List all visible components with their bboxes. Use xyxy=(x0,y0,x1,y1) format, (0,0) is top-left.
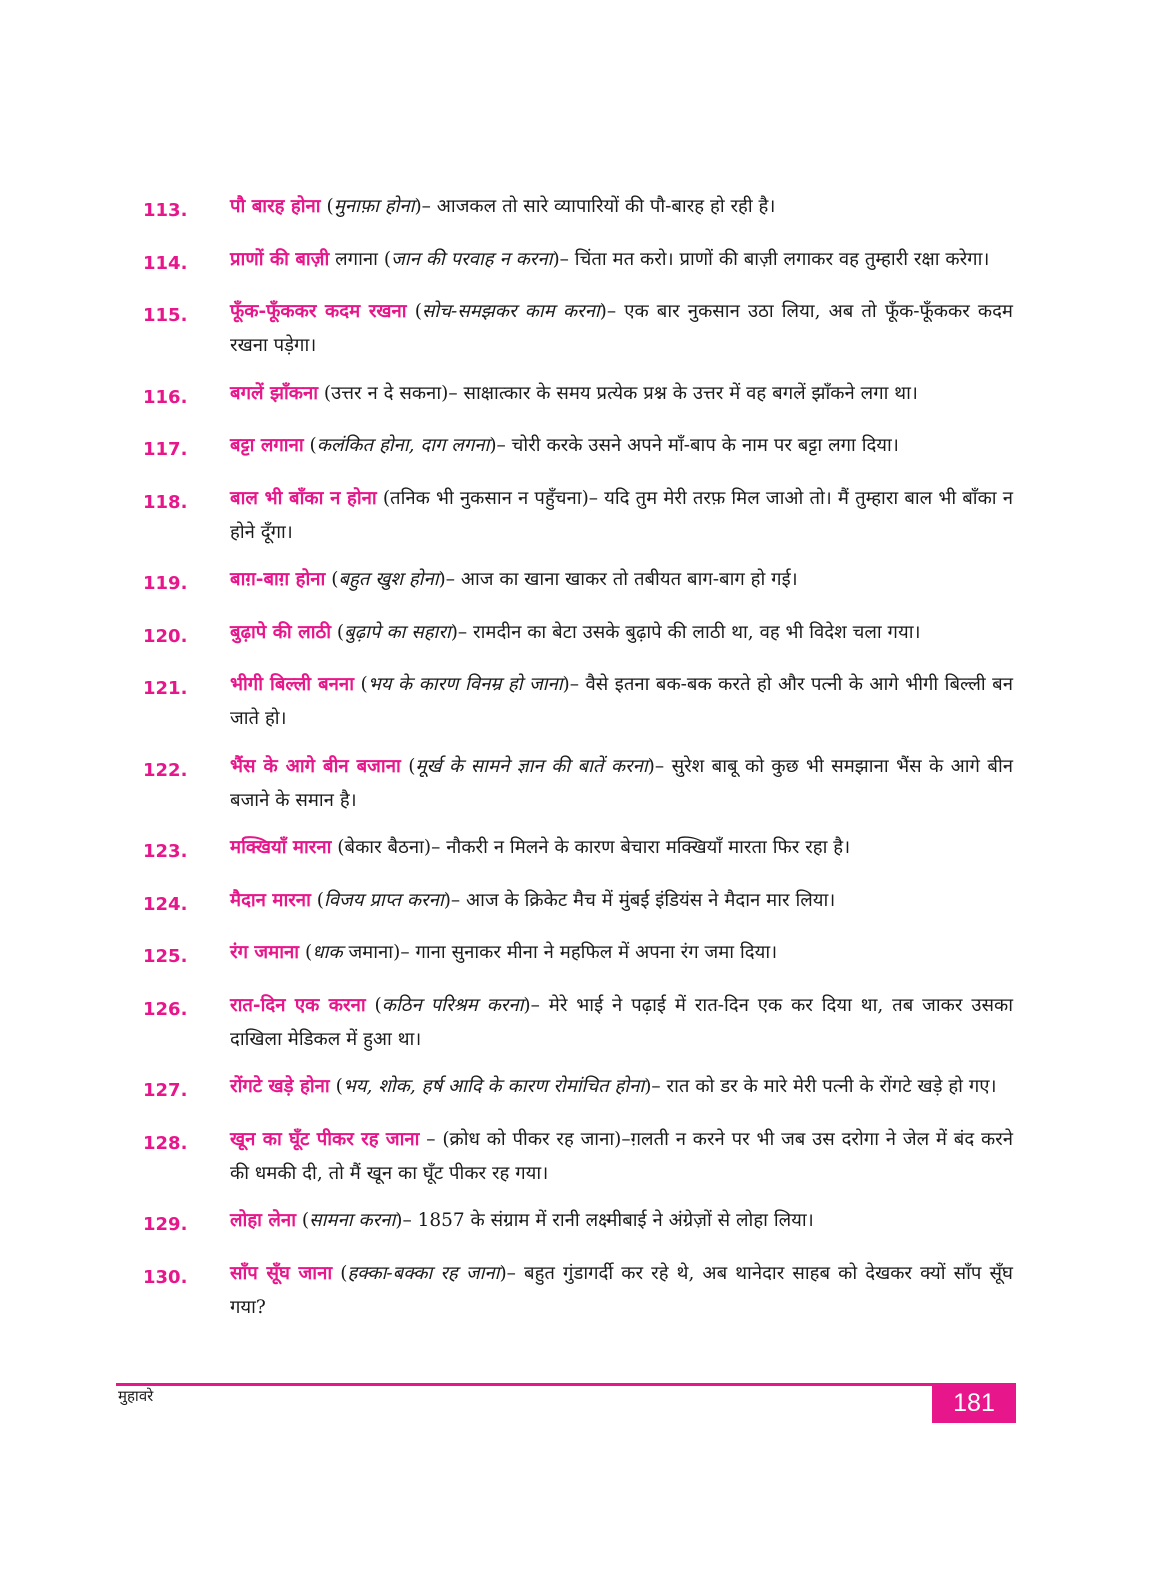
idiom-meaning: मुनाफ़ा होना xyxy=(333,196,415,217)
meaning-close: ) xyxy=(552,248,560,270)
idiom-term: मक्खियाँ मारना xyxy=(230,837,332,858)
idiom-term: फूँक-फूँककर कदम रखना xyxy=(230,301,407,322)
meaning-close: ) xyxy=(489,435,497,456)
meaning-close: ) xyxy=(614,1128,622,1150)
idiom-entry-127 xyxy=(143,1070,1013,1109)
meaning-close: ) xyxy=(414,196,422,217)
meaning-close: ) xyxy=(647,755,655,777)
meaning-close: ) xyxy=(438,569,446,590)
meaning-open: ( xyxy=(303,435,317,456)
entry-body xyxy=(230,668,1013,736)
idiom-term: प्राणों की बाज़ी xyxy=(230,248,330,270)
entry-number: 130. xyxy=(143,1266,188,1288)
entry-body xyxy=(230,563,1013,602)
meaning-open: ( xyxy=(310,889,324,911)
idiom-meaning: कठिन परिश्रम करना xyxy=(381,994,524,1016)
meaning-open: ( xyxy=(331,837,345,858)
idiom-meaning: जान की परवाह न करना xyxy=(391,248,553,270)
idiom-entry-121 xyxy=(143,668,1013,736)
idiom-term: बाल भी बाँका न होना xyxy=(230,487,377,509)
idiom-term: बट्टा लगाना xyxy=(230,435,304,456)
entry-number: 129. xyxy=(143,1214,188,1235)
footer-section-title: मुहावरे xyxy=(118,1387,154,1405)
example-sentence: – गाना सुनाकर मीना ने महफिल में अपना रंग जमा दिया। xyxy=(400,942,778,963)
meaning-open: ( xyxy=(400,755,416,777)
example-sentence: – आज का खाना खाकर तो तबीयत बाग-बाग हो गई। xyxy=(445,569,798,590)
meaning-open: ( xyxy=(320,196,334,217)
entry-number: 113. xyxy=(143,200,188,221)
entry-body xyxy=(230,243,1013,282)
entry-number: 116. xyxy=(143,386,188,408)
idiom-meaning: भय, शोक, हर्ष आदि के कारण रोमांचित होना xyxy=(342,1076,645,1097)
entry-body xyxy=(230,831,1013,870)
example-sentence: – आज के क्रिकेट मैच में मुंबई इंडियंस ने मैदान मार लिया। xyxy=(450,889,836,911)
example-sentence: – रामदीन का बेटा उसके बुढ़ापे की लाठी था, वह भी विदेश चला गया। xyxy=(457,621,921,643)
example-sentence: –ग़लती न करने पर भी जब उस दरोगा ने जेल में बंद करने की धमकी दी, तो मैं खून का घूँट पीकर रह गया। xyxy=(230,1128,1013,1184)
idiom-term: रोंगटे खड़े होना xyxy=(230,1076,330,1097)
idiom-term: बुढ़ापे की लाठी xyxy=(230,621,332,643)
entry-number: 127. xyxy=(143,1080,188,1101)
idiom-meaning: धाक xyxy=(312,942,343,963)
example-sentence: – वैसे इतना बक-बक करते हो और पत्नी के आगे भीगी बिल्ली बन जाते हो। xyxy=(230,674,1014,729)
meaning-close: ) xyxy=(581,487,589,509)
idiom-meaning: मूर्ख के सामने ज्ञान की बातें करना xyxy=(415,755,648,777)
meaning-open: ( xyxy=(331,621,345,643)
meaning-open: ( xyxy=(365,994,382,1016)
entry-number: 122. xyxy=(143,759,188,781)
entry-number: 128. xyxy=(143,1132,188,1154)
entry-body xyxy=(230,750,1013,818)
idiom-meaning: तनिक भी नुकसान न पहुँचना xyxy=(390,487,582,509)
idiom-entry-124 xyxy=(143,884,1013,923)
meaning-open: – ( xyxy=(419,1128,450,1150)
idiom-entry-114 xyxy=(143,243,1013,282)
idiom-term: भीगी बिल्ली बनना xyxy=(230,674,354,695)
meaning-close: ) xyxy=(523,994,531,1016)
idiom-entry-120 xyxy=(143,616,1013,655)
example-sentence: – साक्षात्कार के समय प्रत्येक प्रश्न के उत्तर में वह बगलें झाँकने लगा था। xyxy=(448,382,918,404)
entry-body xyxy=(230,429,1013,468)
page-number: 181 xyxy=(932,1383,1016,1423)
meaning-open: ( xyxy=(376,487,391,509)
idiom-term: मैदान मारना xyxy=(230,889,311,911)
idiom-term: खून का घूँट पीकर रह जाना xyxy=(230,1128,420,1150)
meaning-close: ) xyxy=(450,621,458,643)
entry-number: 123. xyxy=(143,841,188,862)
entry-number: 115. xyxy=(143,305,188,326)
example-sentence: – यदि तुम मेरी तरफ़ मिल जाओ तो। मैं तुम्हारा बाल भी बाँका न होने दूँगा। xyxy=(230,487,1013,543)
idiom-entry-126 xyxy=(143,989,1013,1057)
idiom-meaning: सामना करना xyxy=(309,1210,396,1231)
example-sentence: – मेरे भाई ने पढ़ाई में रात-दिन एक कर दिया था, तब जाकर उसका दाखिला मेडिकल में हुआ था। xyxy=(230,994,1013,1050)
idiom-meaning: बेकार बैठना xyxy=(344,837,424,858)
example-sentence: – नौकरी न मिलने के कारण बेचारा मक्खियाँ मारता फिर रहा है। xyxy=(431,837,851,858)
footer-rule xyxy=(116,1383,1016,1386)
entry-body xyxy=(230,1204,1013,1243)
idiom-term: रंग जमाना xyxy=(230,942,300,963)
meaning-open: लगाना ( xyxy=(329,248,392,270)
meaning-close: ) xyxy=(423,837,432,858)
entry-body xyxy=(230,377,1013,416)
meaning-close: ) xyxy=(562,674,570,695)
example-sentence: – एक बार नुकसान उठा लिया, अब तो फूँक-फूँककर कदम रखना पड़ेगा। xyxy=(230,301,1013,356)
idiom-meaning: बुढ़ापे का सहारा xyxy=(344,621,451,643)
entry-body xyxy=(230,936,1013,975)
meaning-open: ( xyxy=(332,1262,348,1284)
entry-body xyxy=(230,295,1013,363)
idiom-entry-115 xyxy=(143,295,1013,363)
idiom-entry-129 xyxy=(143,1204,1013,1243)
idiom-term: रात-दिन एक करना xyxy=(230,994,366,1016)
example-sentence: – चिंता मत करो। प्राणों की बाज़ी लगाकर वह तुम्हारी रक्षा करेगा। xyxy=(559,248,990,270)
idiom-entry-117 xyxy=(143,429,1013,468)
entry-body xyxy=(230,190,1013,229)
idiom-list xyxy=(143,190,1013,1338)
idiom-meaning: हक्का-बक्का रह जाना xyxy=(347,1262,500,1284)
example-sentence: – सुरेश बाबू को कुछ भी समझाना भैंस के आगे बीन बजाने के समान है। xyxy=(230,755,1014,811)
meaning-open: ( xyxy=(406,301,422,322)
idiom-term: पौ बारह होना xyxy=(230,196,321,217)
idiom-entry-113 xyxy=(143,190,1013,229)
idiom-term: भैंस के आगे बीन बजाना xyxy=(230,755,401,777)
idiom-entry-128 xyxy=(143,1123,1013,1191)
meaning-close: जमाना) xyxy=(342,942,401,963)
example-sentence: – 1857 के संग्राम में रानी लक्ष्मीबाई ने अंग्रेज़ों से लोहा लिया। xyxy=(402,1210,814,1231)
idiom-meaning: क्रोध को पीकर रह जाना xyxy=(449,1128,615,1150)
entry-number: 119. xyxy=(143,573,188,594)
meaning-close: ) xyxy=(644,1076,652,1097)
idiom-term: बाग़-बाग़ होना xyxy=(230,569,326,590)
meaning-close: ) xyxy=(599,301,607,322)
meaning-open: ( xyxy=(325,569,339,590)
idiom-term: लोहा लेना xyxy=(230,1210,296,1231)
meaning-open: ( xyxy=(318,382,332,404)
idiom-term: साँप सूँघ जाना xyxy=(230,1262,333,1284)
entry-body xyxy=(230,482,1013,550)
entry-number: 117. xyxy=(143,439,188,460)
entry-body xyxy=(230,1070,1013,1109)
meaning-open: ( xyxy=(329,1076,343,1097)
entry-body xyxy=(230,1257,1013,1325)
entry-number: 120. xyxy=(143,625,188,647)
example-sentence: – रात को डर के मारे मेरी पत्नी के रोंगटे खड़े हो गए। xyxy=(651,1076,997,1097)
meaning-open: ( xyxy=(354,674,368,695)
meaning-open: ( xyxy=(296,1210,310,1231)
example-sentence: – आजकल तो सारे व्यापारियों की पौ-बारह हो रही है। xyxy=(421,196,776,217)
idiom-entry-118 xyxy=(143,482,1013,550)
meaning-open: ( xyxy=(299,942,313,963)
entry-number: 125. xyxy=(143,946,188,967)
idiom-meaning: कलंकित होना, दाग लगना xyxy=(316,435,490,456)
idiom-meaning: सोच-समझकर काम करना xyxy=(421,301,600,322)
meaning-close: ) xyxy=(443,889,451,911)
idiom-entry-123 xyxy=(143,831,1013,870)
idiom-entry-122 xyxy=(143,750,1013,818)
entry-number: 126. xyxy=(143,998,188,1020)
idiom-entry-116 xyxy=(143,377,1013,416)
meaning-close: ) xyxy=(499,1262,507,1284)
entry-body xyxy=(230,1123,1013,1191)
entry-number: 118. xyxy=(143,491,188,513)
example-sentence: – चोरी करके उसने अपने माँ-बाप के नाम पर बट्टा लगा दिया। xyxy=(496,435,899,456)
idiom-entry-130 xyxy=(143,1257,1013,1325)
idiom-meaning: उत्तर न दे सकना xyxy=(331,382,442,404)
example-sentence: – बहुत गुंडागर्दी कर रहे थे, अब थानेदार साहब को देखकर क्यों साँप सूँघ गया? xyxy=(230,1262,1013,1318)
meaning-close: ) xyxy=(395,1210,403,1231)
idiom-entry-119 xyxy=(143,563,1013,602)
idiom-term: बगलें झाँकना xyxy=(230,382,319,404)
idiom-meaning: विजय प्राप्त करना xyxy=(323,889,444,911)
idiom-meaning: भय के कारण विनम्र हो जाना xyxy=(367,674,563,695)
meaning-close: ) xyxy=(441,382,449,404)
entry-number: 124. xyxy=(143,893,188,915)
entry-number: 114. xyxy=(143,252,188,274)
idiom-entry-125 xyxy=(143,936,1013,975)
entry-body xyxy=(230,616,1013,655)
idiom-meaning: बहुत खुश होना xyxy=(338,569,439,590)
entry-body xyxy=(230,989,1013,1057)
entry-number: 121. xyxy=(143,678,188,699)
entry-body xyxy=(230,884,1013,923)
